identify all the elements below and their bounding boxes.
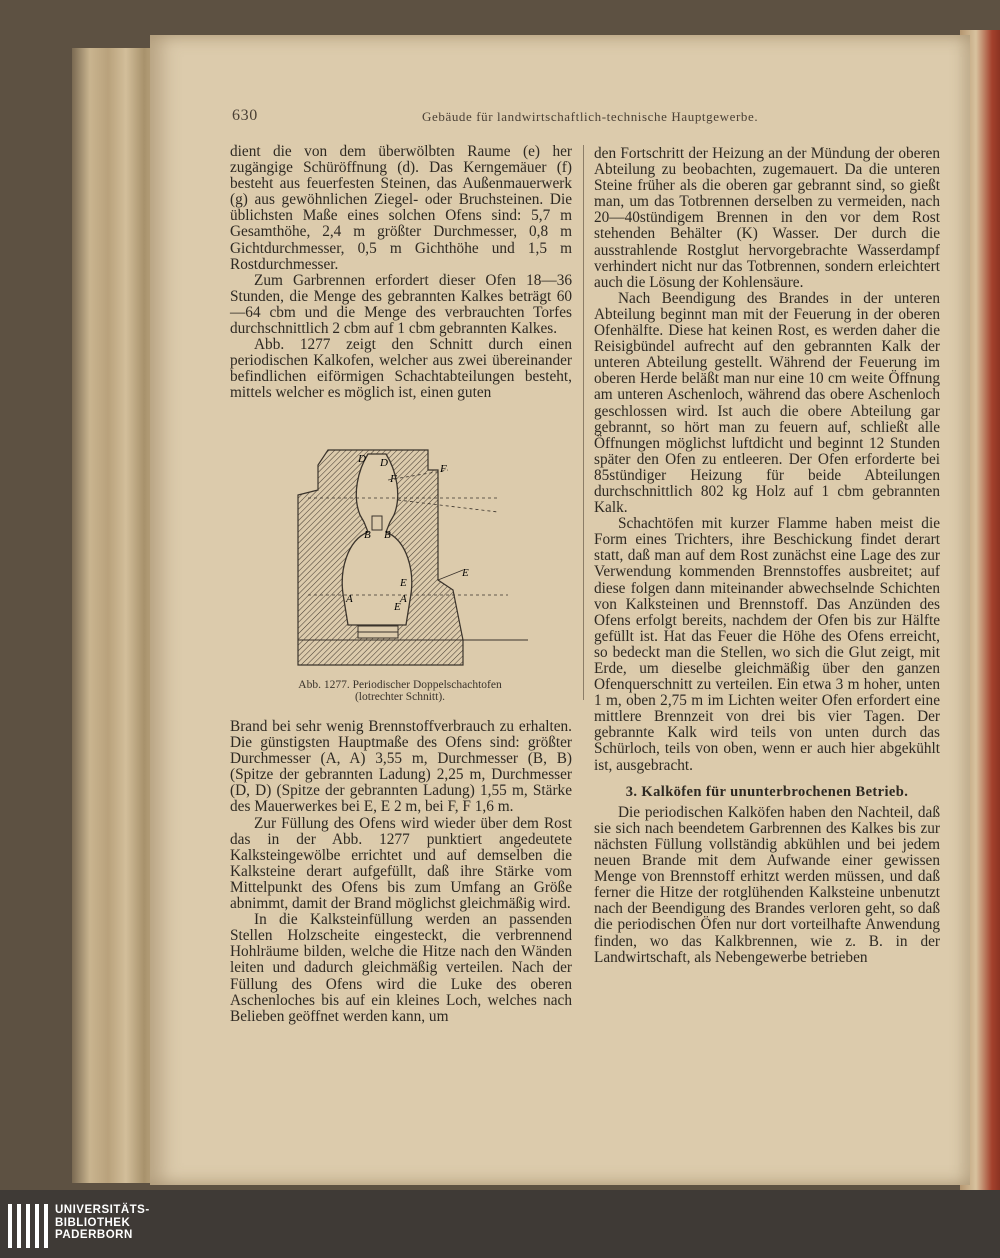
column-rule <box>583 145 584 700</box>
running-head-title: Gebäude für landwirtschaftlich-technische Hauptgewerbe. <box>422 109 759 124</box>
book-page-edges-left <box>72 48 162 1183</box>
label-A: A <box>346 593 353 605</box>
caption-line: Abb. 1277. Periodischer Doppelschachtofen <box>298 679 502 691</box>
label-B: B <box>384 529 391 541</box>
page-number: 630 <box>232 107 258 124</box>
label-F: F <box>440 463 447 475</box>
paragraph: Schachtöfen mit kurzer Flamme haben meist die Form eines Trichters, ihre Beschickung findet derart statt, daß man auf dem Rost zunächst eine Lage des zur Verwendung kommenden Brennstoffes ausbreitet; auf diese folgen dann miteinander abwechselnde Schichten von Kalksteinen und Brennstoff. Das Anzünden des Ofens erfolgt bereits, nachdem der Ofen bis zur Hälfte gefüllt ist. Hat das Feuer die Höhe des Ofens erreicht, so bedeckt man die Stellen, wo sich die Glut zeigt, mit Erde, um dieselbe gleichmäßig über den ganzen Ofenquerschnitt zu verteilen. Ein etwa 3 m hoher, unten 1 m, oben 2,75 m im Lichten weiter Ofen erfordert eine mittlere Brennzeit von drei bis vier Tagen. Der gebrannte Kalk wird teils von unten durch das Schürloch, teils von oben, wenn er auch hier abgekühlt ist, ausgebracht. <box>594 515 940 774</box>
label-E: E <box>462 567 469 579</box>
right-column <box>594 146 940 966</box>
paragraph: dient die von dem überwölbten Raume (e) her zugängige Schüröffnung (d). Das Kerngemäuer (f) besteht aus feuerfesten Steinen, das Außenmauerwerk (g) aus gewöhnlichen Ziegel- oder Bruchsteinen. Die üblichsten Maße eines solchen Ofens sind: 5,7 m Gesamthöhe, 2,4 m größter Durchmesser, 0,8 m Gichtdurchmesser, 0,5 m Gichthöhe und 1,5 m Rostdurchmesser. <box>230 143 572 273</box>
caption-line: (lotrechter Schnitt). <box>354 691 446 703</box>
library-logo-text <box>55 1204 150 1242</box>
label-B: B <box>364 529 371 541</box>
figure-kiln-section <box>288 440 548 702</box>
left-column-top <box>230 144 572 402</box>
label-E: E <box>400 577 407 589</box>
label-D: D <box>358 453 366 465</box>
paragraph: den Fortschritt der Heizung an der Mündung der oberen Abteilung zu beobachten, zugemauert. Da die unteren Steine früher als die oberen gar gebrannt sind, so gießt man, um das Totbrennen derselben zu vermeiden, nach 20—40stündigem Brennen in den vor dem Rost stehenden Behälter (K) Wasser. Der durch die ausstrahlende Rostglut hervorgebrachte Wasserdampf verhindert nicht nur das Totbrennen, sondern erleichtert auch die Lösung der Kohlensäure. <box>594 145 940 291</box>
library-logo-icon <box>8 1204 48 1248</box>
library-footer <box>0 1190 1000 1258</box>
paragraph: Die periodischen Kalköfen haben den Nachteil, daß sie sich nach beendetem Garbrennen des Kalkes bis zur nächsten Füllung vollständig abkühlen und bei jedem neuen Brande mit dem Aufwande einer gewissen Menge von Brennstoff erhitzt werden müssen, und daß ferner die Hitze der rotglühenden Kalksteine unbenutzt nach der Beendigung des Brandes verloren geht, so daß die periodischen Öfen nur dort vorteilhafte Anwendung finden, wo das Kalkbrennen, wie z. B. in der Landwirtschaft, als Nebengewerbe betrieben <box>594 803 940 966</box>
running-head <box>232 107 942 127</box>
label-A: A <box>400 593 407 605</box>
label-E: E <box>394 601 401 613</box>
paragraph: Zum Garbrennen erfordert dieser Ofen 18—36 Stunden, die Menge des gebrannten Kalkes beträgt 60—64 cbm und die Menge des verbrauchten Torfes durchschnittlich 2 cbm auf 1 cbm gebrannten Kalkes. <box>230 271 572 338</box>
paragraph: Brand bei sehr wenig Brennstoffverbrauch zu erhalten. Die günstigsten Hauptmaße des Ofens sind: größter Durchmesser (A, A) 3,55 m, Durchmesser (B, B) (Spitze der gebrannten Ladung) 2,25 m, Durchmesser (D, D) (Spitze der gebrannten Ladung) 1,55 m, Stärke des Mauerwerkes bei E, E 2 m, bei F, F 1,6 m. <box>230 718 572 816</box>
label-D: D <box>380 457 388 469</box>
left-column-bottom <box>230 719 572 1025</box>
paragraph: In die Kalksteinfüllung werden an passenden Stellen Holzscheite eingesteckt, die verbrennend Hohlräume bilden, welche die Hitze nach den Wänden leiten und dadurch gleichmäßig verteilen. Nach der Füllung des Ofens wird die Luke des oberen Aschenloches bis auf ein kleines Loch, welches nach Belieben geöffnet werden kann, um <box>230 911 572 1025</box>
paragraph: Nach Beendigung des Brandes in der unteren Abteilung beginnt man mit der Feuerung in der oberen Ofenhälfte. Diese hat keinen Rost, es werden daher die Reisigbündel aufrecht auf den gebrannten Kalk der unteren Abteilung gestellt. Während der Feuerung im oberen Herde beläßt man nur eine 10 cm weite Öffnung am unteren Aschenloch, während das obere Aschenloch geschlossen wird. Ist auch die obere Abteilung gar gebrannt, so hört man zu feuern auf, schließt alle Öffnungen möglichst luftdicht und beginnt 12 Stunden später den Ofen zu entleeren. Der Ofen erforderte bei 85stündiger Heizung für beide Abteilungen durchschnittlich 802 kg Holz auf 1 cbm gebrannten Kalk. <box>594 289 940 517</box>
label-F: F <box>390 473 397 485</box>
section-heading: 3. Kalköfen für ununterbrochenen Betrieb. <box>625 783 909 800</box>
logo-line: BIBLIOTHEK <box>55 1216 131 1229</box>
figure-caption <box>270 679 530 703</box>
paragraph: Zur Füllung des Ofens wird wieder über dem Rost das in der Abb. 1277 punktiert angedeutete Kalksteingewölbe errichtet und auf demselben die Kalksteine derart aufgefüllt, daß ihre Stärke vom Mittelpunkt des Ofens bis zum Umfang an Größe abnimmt, damit der Brand möglichst gleichmäßig wird. <box>230 814 572 913</box>
kiln-section-drawing <box>288 440 548 680</box>
paragraph: Abb. 1277 zeigt den Schnitt durch einen periodischen Kalkofen, welcher aus zwei übereinander befindlichen eiförmigen Schachtabteilungen besteht, mittels welcher es möglich ist, einen guten <box>230 336 572 402</box>
logo-line: PADERBORN <box>55 1229 133 1241</box>
logo-line: UNIVERSITÄTS- <box>55 1204 150 1216</box>
